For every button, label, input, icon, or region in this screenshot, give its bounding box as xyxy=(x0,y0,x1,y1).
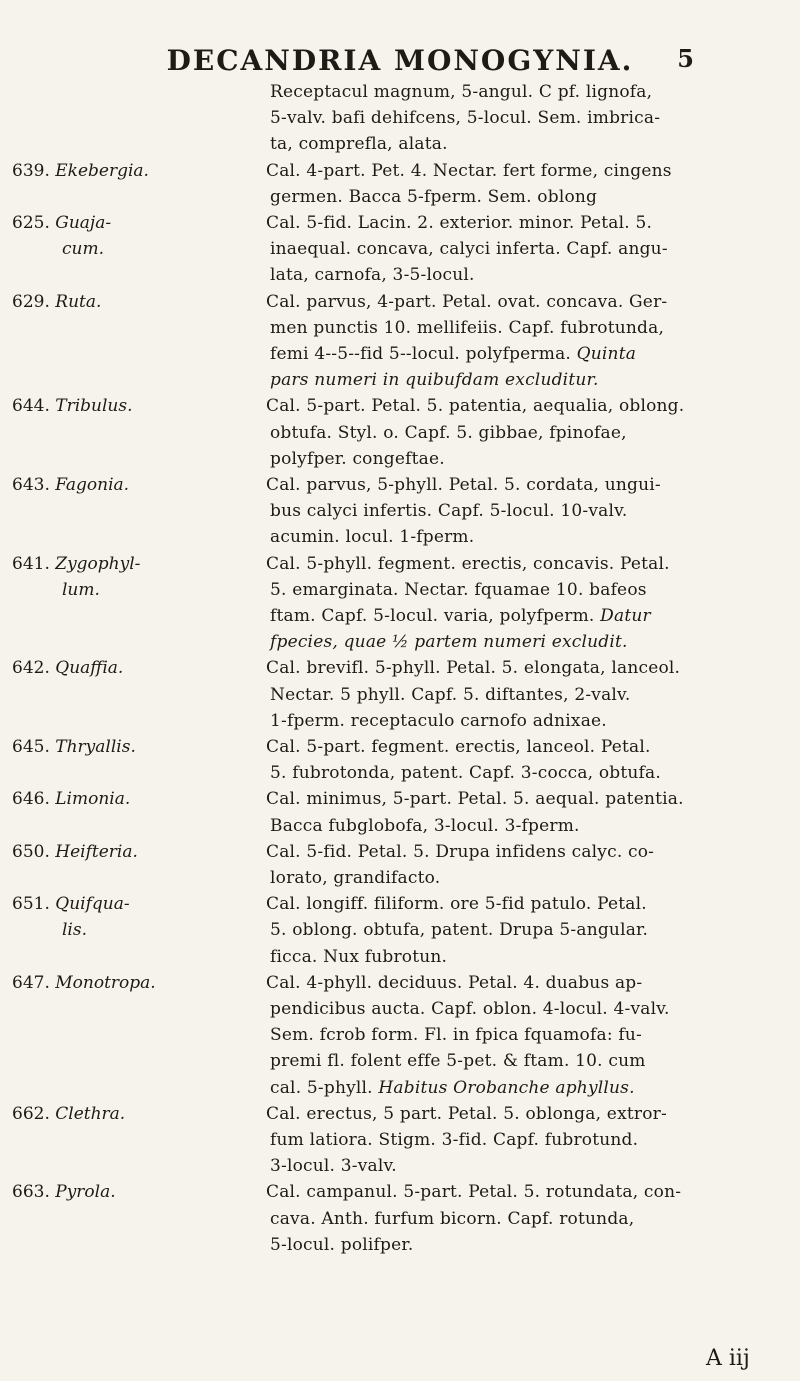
entry-number xyxy=(12,842,138,862)
description-line: lata, carnofa, 3-5-locul. xyxy=(270,265,475,286)
genus-name-continued: cum. xyxy=(62,239,104,260)
description-line: Cal. brevifl. 5-phyll. Petal. 5. elongata, lanceol. xyxy=(266,658,681,679)
description-line: ta, comprefla, alata. xyxy=(270,134,448,155)
entry-number xyxy=(12,396,133,416)
entry-index: 650. xyxy=(12,841,50,862)
description-line: cal. 5-phyll. Habitus Orobanche aphyllus. xyxy=(270,1077,635,1098)
page-number: 5 xyxy=(677,44,696,73)
description-line: fum latiora. Stigm. 3-fid. Capf. fubrotund. xyxy=(270,1130,639,1150)
entry-number xyxy=(12,894,130,914)
entry-number xyxy=(12,475,129,495)
entry-index: 646. xyxy=(12,789,50,810)
entry-index: 643. xyxy=(12,475,50,495)
description-line: Cal. minimus, 5-part. Petal. 5. aequal. patentia. xyxy=(266,789,684,810)
genus-name: Monotropa. xyxy=(49,972,156,993)
genus-name: Limonia. xyxy=(49,789,131,810)
entry-number xyxy=(12,973,156,993)
entry-index: 645. xyxy=(12,737,50,757)
genus-name-continued: lum. xyxy=(62,579,100,600)
description-line: Cal. parvus, 4-part. Petal. ovat. concava. Ger- xyxy=(266,291,668,312)
genus-name: Ruta. xyxy=(49,291,102,312)
description-line: 5. oblong. obtufa, patent. Drupa 5-angular. xyxy=(270,920,649,941)
entry-index: 647. xyxy=(12,972,50,993)
entry-number xyxy=(12,658,123,678)
genus-name: Tribulus. xyxy=(49,396,133,417)
genus-name: Thryallis. xyxy=(49,737,136,757)
description-line: acumin. locul. 1-fperm. xyxy=(270,527,475,548)
entry-index: 641. xyxy=(12,553,50,574)
entry-index: 662. xyxy=(12,1103,50,1124)
entry-number xyxy=(12,161,149,181)
genus-name-continued: lis. xyxy=(62,920,88,941)
description-line: 3-locul. 3-valv. xyxy=(270,1156,397,1177)
description-line: germen. Bacca 5-fperm. Sem. oblong xyxy=(270,186,598,207)
description-line: 5-locul. polifper. xyxy=(270,1234,414,1255)
entry-number xyxy=(12,789,130,809)
description-line: ficca. Nux fubrotun. xyxy=(270,946,448,967)
description-line: Cal. campanul. 5-part. Petal. 5. rotundata, con- xyxy=(266,1182,682,1203)
genus-name: Pyrola. xyxy=(49,1182,116,1203)
description-line: Cal. longiff. filiform. ore 5-fid patulo. Petal. xyxy=(266,894,647,915)
description-line: fpecies, quae ½ partem numeri excludit. xyxy=(270,632,628,653)
description-line: obtufa. Styl. o. Capf. 5. gibbae, fpinofae, xyxy=(270,422,627,443)
description-line: polyfper. congeftae. xyxy=(270,448,445,469)
description-line: 5-valv. bafi dehifcens, 5-locul. Sem. imbrica- xyxy=(270,108,661,129)
genus-name: Heifteria. xyxy=(49,841,138,862)
entry-index: 642. xyxy=(12,658,50,679)
description-line: Cal. 4-part. Pet. 4. Nectar. fert forme, cingens xyxy=(266,160,672,181)
entry-index: 644. xyxy=(12,396,50,417)
genus-name: Quifqua- xyxy=(49,894,130,915)
description-line: Cal. erectus, 5 part. Petal. 5. oblonga, extror- xyxy=(266,1103,667,1124)
description-line: Cal. 5-part. fegment. erectis, lanceol. Petal. xyxy=(266,737,651,757)
entry-index: 651. xyxy=(12,894,50,915)
entry-index: 663. xyxy=(12,1182,50,1203)
description-line: Nectar. 5 phyll. Capf. 5. diftantes, 2-valv. xyxy=(270,684,631,705)
description-line: lorato, grandifacto. xyxy=(270,868,441,888)
description-line: Cal. 4-phyll. deciduus. Petal. 4. duabus ap- xyxy=(266,972,643,993)
entry-number xyxy=(12,554,140,574)
entry-number xyxy=(12,213,111,233)
description-line: Cal. 5-fid. Petal. 5. Drupa infidens calyc. co- xyxy=(266,841,655,862)
description-line: bus calyci infertis. Capf. 5-locul. 10-valv. xyxy=(270,501,628,522)
entry-number xyxy=(12,1104,125,1124)
description-line: Receptacul magnum, 5-angul. C pf. lignofa, xyxy=(270,82,653,102)
description-line: men punctis 10. mellifeiis. Capf. fubrotunda, xyxy=(270,317,665,338)
entry-number xyxy=(12,1182,116,1202)
genus-name: Ekebergia. xyxy=(49,160,149,181)
description-line: Cal. parvus, 5-phyll. Petal. 5. cordata, ungui- xyxy=(266,475,661,495)
entry-number xyxy=(12,292,101,312)
description-line: Cal. 5-fid. Lacin. 2. exterior. minor. Petal. 5. xyxy=(266,213,653,233)
description-line: ftam. Capf. 5-locul. varia, polyfperm. Datur xyxy=(270,606,651,626)
entry-index: 625. xyxy=(12,213,50,233)
description-line: 5. fubrotonda, patent. Capf. 3-cocca, obtufa. xyxy=(270,763,661,784)
description-line: inaequal. concava, calyci inferta. Capf. angu- xyxy=(270,239,668,260)
description-line: 1-fperm. receptaculo carnofo adnixae. xyxy=(270,710,607,731)
description-line: femi 4--5--fid 5--locul. polyfperma. Quinta xyxy=(270,344,637,364)
description-line: pendicibus aucta. Capf. oblon. 4-locul. 4-valv. xyxy=(270,999,670,1019)
genus-name: Zygophyl- xyxy=(49,553,141,574)
entry-index: 629. xyxy=(12,291,50,312)
genus-name: Guaja- xyxy=(49,213,112,233)
description-line: Cal. 5-part. Petal. 5. patentia, aequalia, oblong. xyxy=(266,396,685,417)
genus-name: Fagonia. xyxy=(49,475,130,495)
description-line: pars numeri in quibufdam excluditur. xyxy=(270,370,599,391)
genus-name: Clethra. xyxy=(49,1103,126,1124)
entry-number xyxy=(12,737,136,757)
running-header xyxy=(0,44,800,77)
description-line: Sem. fcrob form. Fl. in fpica fquamofa: fu- xyxy=(270,1025,642,1046)
genus-name: Quaffia. xyxy=(49,658,124,679)
description-line: 5. emarginata. Nectar. fquamae 10. bafeos xyxy=(270,579,647,600)
description-line: Bacca fubglobofa, 3-locul. 3-fperm. xyxy=(270,815,580,836)
description-line: Cal. 5-phyll. fegment. erectis, concavis. Petal. xyxy=(266,553,670,574)
description-line: premi fl. folent effe 5-pet. & ftam. 10. cum xyxy=(270,1051,646,1072)
description-line: cava. Anth. furfum bicorn. Capf. rotunda, xyxy=(270,1208,635,1229)
entry-index: 639. xyxy=(12,160,50,181)
header-title: DECANDRIA MONOGYNIA. xyxy=(166,44,634,77)
signature-mark: A iij xyxy=(706,1346,750,1371)
